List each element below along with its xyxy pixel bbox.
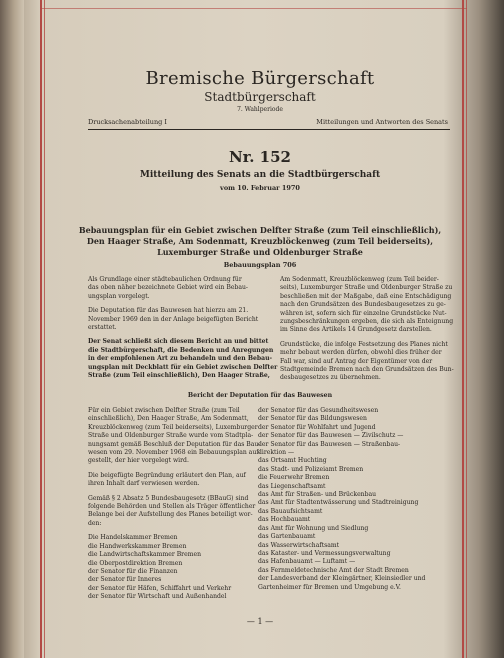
paragraph [88, 495, 258, 529]
text-line: erstattet. [88, 324, 117, 332]
subject-line: Den Haager Straße, Am Sodenmatt, Kreuzblöckenweg (zum Teil beiderseits), [86, 236, 434, 246]
agency-list-item: das Kataster- und Vermessungsverwaltung [258, 549, 391, 557]
agency-list-item: der Senator für das Bildungswesen [258, 415, 367, 423]
text-line: Fall war, sind auf Antrag der Eigentümer von der [280, 357, 433, 365]
election-period: 7. Wahlperiode [237, 106, 283, 113]
text-line: Grundstücke, die infolge Festsetzung des Planes nicht [280, 340, 448, 348]
agency-list-item: das Amt für Stadtentwässerung und Stadtreinigung [258, 499, 419, 507]
text-line: Als Grundlage einer städtebaulichen Ordnung für [88, 276, 242, 283]
paragraph [88, 534, 258, 601]
text-line: Stadtgemeinde Bremen nach den Grundsätzen des Bun- [280, 366, 454, 374]
text-line: nach den Grundsätzen des Bundesbaugesetzes zu ge- [280, 301, 446, 309]
document-page [70, 0, 454, 658]
agency-list-item: der Landesverband der Kleingärtner, Kleinsiedler und [258, 575, 426, 583]
binding-edge [0, 0, 24, 658]
report-column-right [258, 407, 456, 592]
agency-list-item: Gartenheimer für Bremen und Umgebung e.V. [258, 583, 401, 591]
agency-list-item: das Liegenschaftsamt [258, 482, 326, 490]
agency-list-item: das Hafenbauamt — Luftamt — [258, 558, 356, 566]
agency-list-item: der Senator für das Gesundheitswesen [258, 407, 379, 414]
header-rule [88, 129, 450, 130]
text-line: seits), Luxemburger Straße und Oldenburger Straße zu [280, 284, 453, 292]
text-line: Am Sodenmatt, Kreuzblöckenweg (zum Teil beider- [280, 276, 439, 283]
text-line: Gemäß § 2 Absatz 5 Bundesbaugesetz (BBauG) sind [88, 494, 249, 502]
report-heading: Bericht der Deputation für das Bauwesen [187, 392, 333, 399]
text-line: ungsplan vorgelegt. [88, 292, 150, 300]
agency-list-item: das Ortsamt Huchting [258, 457, 327, 465]
text-line: der Senator für die Finanzen [88, 567, 178, 575]
paragraph [88, 472, 258, 489]
text-line: nungsamt gemäß Beschluß der Deputation für das Bau- [88, 440, 261, 448]
paragraph [88, 338, 278, 380]
agency-list-item: der Senator für das Bauwesen — Straßenbau- [258, 440, 401, 448]
agency-list-item: der Senator für Wohlfahrt und Jugend [258, 423, 376, 431]
red-border [40, 0, 42, 658]
text-line: der Senator für Inneres [88, 576, 162, 584]
agency-list-item: das Amt für Straßen- und Brückenbau [258, 491, 377, 499]
report-column-left [88, 407, 261, 608]
text-line: folgende Behörden und Stellen als Träger öffentlicher [88, 503, 256, 511]
text-line: die Landwirtschaftskammer Bremen [88, 551, 201, 559]
agency-list-item: direktion — [258, 449, 295, 457]
text-line: Straße und Oldenburger Straße wurde vom Stadtpla- [88, 432, 254, 440]
paragraph [88, 276, 258, 301]
text-line: Kreuzblöckenweg (zum Teil beiderseits), Luxemburger [88, 423, 258, 431]
text-line: Die Handelskammer Bremen [88, 534, 178, 542]
agency-list-item: das Wasserwirtschaftsamt [258, 541, 340, 549]
agency-list-item: das Fernmeldetechnische Amt der Stadt Bremen [258, 566, 409, 574]
red-border [462, 0, 464, 658]
agency-list-item: das Stadt- und Polizeiamt Bremen [258, 465, 364, 473]
body-column-left [88, 276, 278, 386]
text-line: das oben näher bezeichnete Gebiet wird ein Bebau- [88, 284, 248, 292]
subject-line: Bebauungsplan für ein Gebiet zwischen Delfter Straße (zum Teil einschließlich), [78, 225, 442, 235]
print-category: Mitteilungen und Antworten des Senats [316, 118, 448, 126]
text-line: Der Senat schließt sich diesem Bericht an und bittet [88, 338, 269, 346]
agency-list-item: die Feuerwehr Bremen [258, 474, 330, 482]
parliament-subtitle: Stadtbürgerschaft [204, 90, 316, 104]
text-line: der Senator für Wirtschaft und Außenhandel [88, 593, 227, 601]
text-line: Für ein Gebiet zwischen Delfter Straße (zum Teil [88, 407, 240, 414]
document-number: Nr. 152 [229, 148, 291, 166]
paragraph [280, 276, 454, 335]
paragraph [88, 307, 258, 332]
text-line: der Senator für Häfen, Schiffahrt und Verkehr [88, 584, 232, 592]
plan-number: Bebauungsplan 706 [223, 261, 297, 269]
text-line: die Stadtbürgerschaft, die Bedenken und Anregungen [88, 346, 274, 354]
document-date: vom 10. Februar 1970 [220, 184, 300, 192]
page-number: — 1 — [246, 617, 274, 626]
red-border [466, 0, 467, 658]
text-line: wesen vom 29. November 1968 ein Bebauungsplan auf- [88, 449, 261, 457]
parliament-title: Bremische Bürgerschaft [145, 68, 375, 89]
subject-line: Luxemburger Straße und Oldenburger Straße [157, 247, 363, 257]
text-line: mehr bebaut werden dürfen, obwohl dies früher der [280, 349, 442, 357]
agency-list-item: das Hochbauamt [258, 516, 311, 524]
text-line: Die Deputation für das Bauwesen hat hierzu am 21. [88, 307, 249, 315]
text-line: die Handwerkskammer Bremen [88, 542, 187, 550]
text-line: Belange bei der Aufstellung des Planes beteiligt wor- [88, 511, 253, 519]
text-line: die Oberpostdirektion Bremen [88, 559, 183, 567]
text-line: in der empfohlenen Art zu behandeln und den Bebau- [88, 355, 273, 363]
text-line: November 1969 den in der Anlage beigefügten Bericht [88, 315, 259, 323]
text-line: den: [88, 519, 102, 527]
text-line: beschließen mit der Maßgabe, daß eine Entschädigung [280, 292, 452, 300]
text-line: im Sinne des Artikels 14 Grundgesetz darstellen. [280, 326, 432, 334]
paragraph [88, 407, 261, 466]
paragraph [280, 340, 454, 383]
text-line: zungsbeschränkungen ergeben, die sich als Enteignung [280, 318, 454, 326]
text-line: desbaugesetzes zu übernehmen. [280, 374, 381, 382]
text-line: ungsplan mit Deckblatt für ein Gebiet zwischen Delfter [88, 363, 278, 371]
red-border [44, 0, 45, 658]
agency-list-item: der Senator für das Bauwesen — Zivilschutz — [258, 432, 404, 440]
text-line: währen ist, sofern sich für einzelne Grundstücke Nut- [280, 309, 447, 317]
text-line: gestellt, der hier vorgelegt wird. [88, 457, 189, 465]
text-line: Straße (zum Teil einschließlich), Den Haager Straße, [88, 372, 270, 380]
print-department: Drucksachenabteilung I [88, 118, 167, 126]
text-line: einschließlich), Den Haager Straße, Am Sodenmatt, [88, 415, 249, 423]
document-heading: Mitteilung des Senats an die Stadtbürgerschaft [139, 170, 381, 180]
agency-list-item: das Bauaufsichtsamt [258, 507, 323, 515]
text-line: ihren Inhalt darf verwiesen werden. [88, 480, 200, 488]
body-column-right [280, 276, 454, 389]
agency-list-item: das Amt für Wohnung und Siedlung [258, 524, 369, 532]
text-line: Die beigefügte Begründung erläutert den Plan, auf [88, 471, 246, 479]
agency-list-item: das Gartenbauamt [258, 533, 316, 541]
